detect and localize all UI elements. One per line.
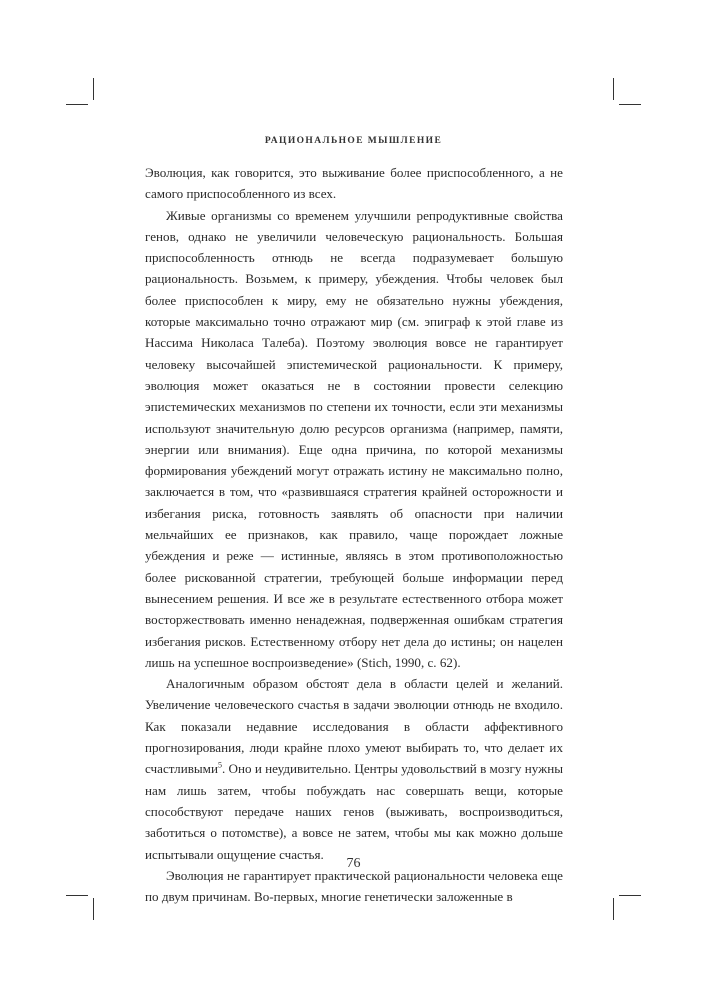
paragraph-1: Эволюция, как говорится, это выживание более приспособленного, а не самого приспособленного из всех. [145, 165, 563, 202]
paragraph-3 [145, 673, 563, 865]
crop-mark-top-right-v [613, 78, 614, 100]
footnote-reference[interactable]: 5 [217, 760, 222, 770]
paragraph-3-tail: . Оно и неудивительно. Центры удовольствий в мозгу нужны нам лишь затем, чтобы побуждать нас совершать вещи, которые способствуют передаче наших генов (выживать, воспроизводиться, заботиться о потомстве), а вовсе не затем, чтобы мы как можно дольше испытывали ощущение счастья. [145, 761, 563, 862]
body-text [145, 162, 563, 907]
crop-mark-top-right-h [619, 104, 641, 105]
crop-mark-bottom-left-v [93, 898, 94, 920]
paragraph-2: Живые организмы со временем улучшили репродуктивные свойства генов, однако не увеличили человеческую рациональность. Большая приспособленность отнюдь не всегда подразумевает большую рациональность. Возьмем, к примеру, убеждения. Чтобы человек был более приспособлен к миру, ему не обязательно нужны убеждения, которые максимально точно отражают мир (см. эпиграф к этой главе из Нассима Николаса Талеба). Поэтому эволюция вовсе не гарантирует человеку высочайшей эпистемической рациональности. К примеру, эволюция может оказаться не в состоянии провести селекцию эпистемических механизмов по степени их точности, если эти механизмы используют значительную долю ресурсов организма (например, памяти, энергии или внимания). Еще одна причина, по которой механизмы формирования убеждений могут отражать истину не максимально полно, заключается в том, что «развившаяся стратегия крайней осторожности и избегания риска, готовность заявлять об опасности при наличии мельчайших ее признаков, как правило, чаще порождает ложные убеждения и реже — истинные, являясь в этом противоположностью более рискованной стратегии, требующей больше информации перед вынесением решения. И все же в результате естественного отбора может восторжествовать именно ненадежная, подверженная ошибкам стратегия избегания рисков. Естественному отбору нет дела до истины; он нацелен лишь на успешное воспроизведение» (Stich, 1990, с. 62). [145, 207, 563, 670]
crop-mark-bottom-left-h [66, 895, 88, 896]
paragraph-4: Эволюция не гарантирует практической рациональности человека еще по двум причинам. Во-первых, многие генетически заложенные в [145, 867, 563, 905]
paragraph-3-text: Аналогичным образом обстоят дела в области целей и желаний. Увеличение человеческого счастья в задачи эволюции отнюдь не входило. Как показали недавние исследования в области аффективного прогнозирования, люди крайне плохо умеют выбирать то, что делает их счастливыми [145, 676, 563, 777]
crop-mark-top-left-v [93, 78, 94, 100]
running-head: РАЦИОНАЛЬНОЕ МЫШЛЕНИЕ [264, 136, 443, 146]
crop-mark-top-left-h [66, 104, 88, 105]
page-number: 76 [346, 856, 361, 871]
crop-mark-bottom-right-v [613, 898, 614, 920]
crop-mark-bottom-right-h [619, 895, 641, 896]
